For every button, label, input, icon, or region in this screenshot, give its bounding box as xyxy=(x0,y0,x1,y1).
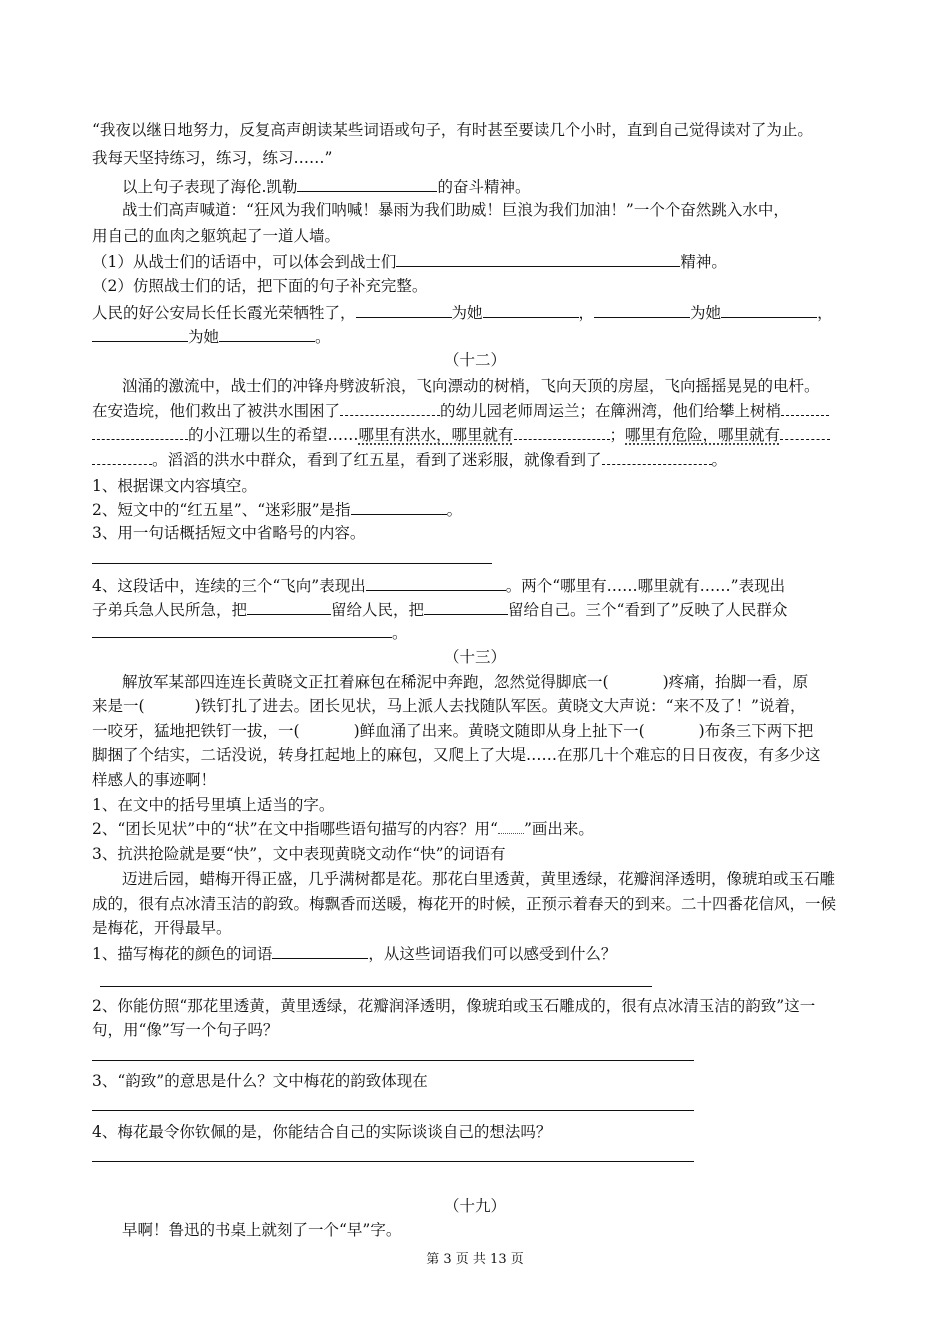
question-line: 4、梅花最令你钦佩的是，你能结合自己的实际谈谈自己的想法吗？ xyxy=(92,1123,552,1141)
answer-blank[interactable] xyxy=(721,302,817,318)
question-line: 2、“团长见状”中的“状”在文中指哪些语句描写的内容？用“ ”画出来。 xyxy=(92,820,594,838)
question-line: 以上句子表现了海伦.凯勒 的奋斗精神。 xyxy=(122,178,531,196)
answer-blank[interactable] xyxy=(424,599,508,615)
answer-blank[interactable] xyxy=(272,943,368,959)
answer-line[interactable] xyxy=(92,1161,694,1162)
text-line: 早啊！鲁迅的书桌上就刻了一个“早”字。 xyxy=(122,1221,402,1239)
text-line: 。滔滔的洪水中群众，看到了红五星，看到了迷彩服，就像看到了 。 xyxy=(92,450,727,470)
question-line: 2、短文中的“红五星”、“迷彩服”是指 。 xyxy=(92,501,463,519)
answer-blank[interactable] xyxy=(219,326,315,342)
question-line: 为她 。 xyxy=(92,326,331,347)
answer-blank[interactable] xyxy=(92,622,392,638)
text-line: 战士们高声喊道：“狂风为我们呐喊！暴雨为我们助威！巨浪为我们加油！”一个个奋然跳入水中， xyxy=(122,201,789,219)
answer-blank[interactable] xyxy=(594,302,690,318)
text-line: 是梅花，开得最早。 xyxy=(92,919,232,937)
section-heading: （十三） xyxy=(443,648,506,666)
answer-blank[interactable] xyxy=(514,427,610,440)
answer-blank[interactable] xyxy=(396,251,680,267)
page-footer: 第 3 页 共 13 页 xyxy=(426,1252,524,1267)
text-line: 迈进后园，蜡梅开得正盛，几乎满树都是花。那花白里透黄，黄里透绿，花瓣润泽透明，像琥珀或玉石雕 xyxy=(122,870,836,888)
question-line: 4、这段话中，连续的三个“飞向”表现出 。两个“哪里有……哪里就有……”表现出 xyxy=(92,577,786,595)
text-line: 成的，很有点冰清玉洁的韵致。梅飘香而送暖，梅花开的时候，正预示着春天的到来。二十四番花信风，一候 xyxy=(92,895,837,913)
question-line: 3、用一句话概括短文中省略号的内容。 xyxy=(92,524,366,542)
question-line: 人民的好公安局长任长霞光荣牺牲了， 为她 ， 为她 ， xyxy=(92,304,833,322)
text-line: 汹涌的激流中，战士们的冲锋舟劈波斩浪，飞向漂动的树梢，飞向天顶的房屋，飞向摇摇晃晃的电杆。 xyxy=(122,377,820,395)
text-line: 用自己的血肉之躯筑起了一道人墙。 xyxy=(92,227,341,245)
answer-blank[interactable] xyxy=(366,575,506,591)
answer-blank[interactable] xyxy=(356,302,452,318)
question-line: 子弟兵急人民所急，把 留给人民，把 留给自己。三个“看到了”反映了人民群众 xyxy=(92,601,788,619)
text-line: 一咬牙，猛地把铁钉一拔，一( )鲜血涌了出来。黄晓文随即从身上扯下一( )布条三下两下把 xyxy=(92,722,814,740)
answer-blank[interactable] xyxy=(483,302,579,318)
text-line: 脚捆了个结实，二话没说，转身扛起地上的麻包，又爬上了大堤……在那几十个难忘的日日夜夜，有多少这 xyxy=(92,746,821,764)
text-line: 来是一( )铁钉扎了进去。团长见状，马上派人去找随队军医。黄晓文大声说：“来不及了！”说着， xyxy=(92,697,806,715)
text-line: 解放军某部四连连长黄晓文正扛着麻包在稀泥中奔跑，忽然觉得脚底一( )疼痛，抬脚一看，原 xyxy=(122,673,809,691)
answer-blank[interactable] xyxy=(247,599,331,615)
text-line: 的小江珊以生的希望……哪里有洪水，哪里就有 ；哪里有危险，哪里就有 xyxy=(92,425,830,445)
answer-line[interactable] xyxy=(92,1060,694,1061)
question-line: 3、“韵致”的意思是什么？文中梅花的韵致体现在 xyxy=(92,1072,428,1090)
question-line: （2）仿照战士们的话，把下面的句子补充完整。 xyxy=(92,277,428,295)
section-heading: （十二） xyxy=(443,351,506,369)
text-line: “我夜以继日地努力，反复高声朗读某些词语或句子，有时甚至要读几个小时，直到自己觉得读对了为止。 xyxy=(92,121,813,139)
answer-blank[interactable] xyxy=(92,427,188,440)
question-line: 3、抗洪抢险就是要“快”，文中表现黄晓文动作“快”的词语有 xyxy=(92,845,506,863)
text-line: 我每天坚持练习，练习，练习……” xyxy=(92,149,333,167)
section-heading: （十九） xyxy=(443,1197,506,1215)
answer-blank[interactable] xyxy=(297,176,437,192)
answer-blank[interactable] xyxy=(92,452,152,465)
answer-line[interactable] xyxy=(92,563,492,564)
wavy-underline-mark xyxy=(498,823,524,834)
answer-blank[interactable] xyxy=(351,499,447,515)
answer-blank[interactable] xyxy=(781,403,829,416)
question-line: 1、描写梅花的颜色的词语 ，从这些词语我们可以感受到什么？ xyxy=(92,945,617,963)
question-line: 。 xyxy=(92,622,408,643)
question-line: 2、你能仿照“那花里透黄，黄里透绿，花瓣润泽透明，像琥珀或玉石雕成的，很有点冰清玉洁的韵致”这一 xyxy=(92,997,816,1015)
question-line: （1）从战士们的话语中，可以体会到战士们 精神。 xyxy=(92,253,727,271)
answer-blank[interactable] xyxy=(340,403,440,416)
answer-blank[interactable] xyxy=(602,452,712,465)
text-line: 在安造垸，他们救出了被洪水围困了 的幼儿园老师周运兰；在簰洲湾，他们给攀上树梢 xyxy=(92,401,829,421)
answer-line[interactable] xyxy=(100,986,652,987)
question-line: 1、在文中的括号里填上适当的字。 xyxy=(92,796,335,814)
question-line: 句，用“像”写一个句子吗？ xyxy=(92,1021,279,1039)
answer-blank[interactable] xyxy=(780,427,830,440)
answer-blank[interactable] xyxy=(92,326,188,342)
question-line: 1、根据课文内容填空。 xyxy=(92,477,257,495)
text-line: 样感人的事迹啊！ xyxy=(92,771,217,789)
answer-line[interactable] xyxy=(92,1110,694,1111)
